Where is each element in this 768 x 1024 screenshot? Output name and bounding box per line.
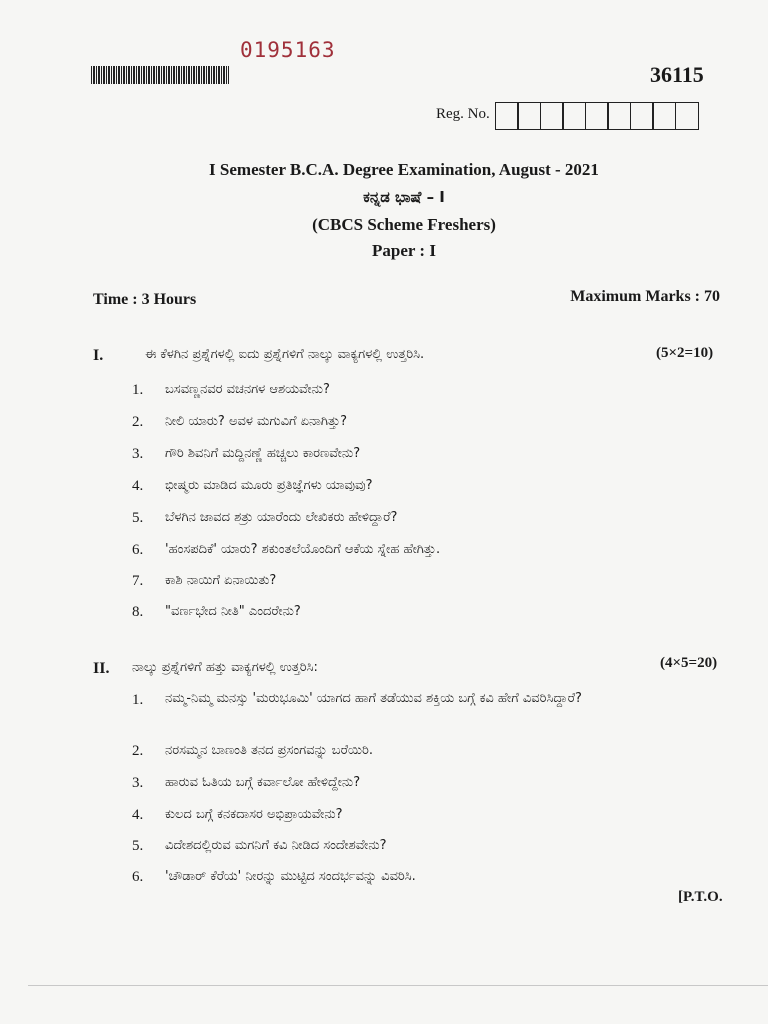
question-text: ವಿದೇಶದಲ್ಲಿರುವ ಮಗನಿಗೆ ಕವಿ ನೀಡಿದ ಸಂದೇಶವೇನು? <box>165 838 387 853</box>
question-text: ನಮ್ಮ-ನಿಮ್ಮ ಮನಸ್ಸು 'ಮರುಭೂಮಿ' ಯಾಗದ ಹಾಗೆ ತಡೆಯುವ ಶಕ್ತಿಯ ಬಗ್ಗೆ ಕವಿ ಹೇಗೆ ವಿವರಿಸಿದ್ದಾರೆ? <box>165 691 582 706</box>
question-number: 1. <box>132 692 144 708</box>
section-1-instruction: ಈ ಕೆಳಗಿನ ಪ್ರಶ್ನೆಗಳಲ್ಲಿ ಐದು ಪ್ರಶ್ನೆಗಳಿಗೆ ನಾಲ್ಕು ವಾಕ್ಯಗಳಲ್ಲಿ ಉತ್ತರಿಸಿ. <box>145 347 425 362</box>
question-number: 1. <box>132 382 144 398</box>
question-text: ನರಸಮ್ಮನ ಬಾಣಂತಿ ತನದ ಪ್ರಸಂಗವನ್ನು ಬರೆಯಿರಿ. <box>165 743 373 758</box>
question-text: ನೀಲಿ ಯಾರು? ಅವಳ ಮಗುವಿಗೆ ಏನಾಗಿತ್ತು? <box>165 414 347 429</box>
question-text: ಬಸವಣ್ಣನವರ ವಚನಗಳ ಆಶಯವೇನು? <box>165 382 330 397</box>
section-2-number: II. <box>93 660 110 677</box>
maximum-marks: Maximum Marks : 70 <box>570 288 720 305</box>
barcode <box>91 66 229 84</box>
question-number: 3. <box>132 775 144 791</box>
question-number: 7. <box>132 573 144 589</box>
section-2-marks: (4×5=20) <box>660 655 718 671</box>
section-1-number: I. <box>93 347 104 364</box>
serial-number: 0195163 <box>240 38 336 62</box>
reg-no-label: Reg. No. <box>436 106 490 122</box>
question-text: ಕಾಶಿ ನಾಯಿಗೆ ಏನಾಯಿತು? <box>165 573 277 588</box>
reg-no-box[interactable] <box>585 102 609 130</box>
section-1-marks: (5×2=10) <box>656 345 714 361</box>
question-number: 6. <box>132 542 144 558</box>
paper-code: 36115 <box>650 62 704 87</box>
reg-no-box[interactable] <box>495 102 519 130</box>
reg-no-box[interactable] <box>630 102 654 130</box>
question-number: 2. <box>132 743 144 759</box>
reg-no-box[interactable] <box>540 102 564 130</box>
paper-title: Paper : I <box>372 241 436 260</box>
question-number: 5. <box>132 838 144 854</box>
question-number: 4. <box>132 478 144 494</box>
exam-title: I Semester B.C.A. Degree Examination, August - 2021 <box>209 160 599 179</box>
please-turn-over: [P.T.O. <box>678 889 723 905</box>
reg-no-box[interactable] <box>607 102 631 130</box>
question-text: ಬೆಳಗಿನ ಜಾವದ ಶತ್ರು ಯಾರೆಂದು ಲೇಖಿಕರು ಹೇಳಿದ್ದಾರೆ? <box>165 510 398 525</box>
scheme-title: (CBCS Scheme Freshers) <box>312 215 496 234</box>
reg-no-box[interactable] <box>517 102 541 130</box>
reg-no-box[interactable] <box>562 102 586 130</box>
question-text: ಗೌರಿ ಶಿವನಿಗೆ ಮದ್ದಿನಣ್ಣೆ ಹಚ್ಚಲು ಕಾರಣವೇನು? <box>165 446 361 461</box>
question-text: ಹಾರುವ ಓತಿಯ ಬಗ್ಗೆ ಕರ್ವಾಲೋ ಹೇಳಿದ್ದೇನು? <box>165 775 361 790</box>
reg-no-boxes[interactable] <box>496 102 699 130</box>
question-text: ಭೀಷ್ಮರು ಮಾಡಿದ ಮೂರು ಪ್ರತಿಜ್ಞೆಗಳು ಯಾವುವು? <box>165 478 373 493</box>
exam-time: Time : 3 Hours <box>93 291 197 308</box>
section-2-instruction: ನಾಲ್ಕು ಪ್ರಶ್ನೆಗಳಿಗೆ ಹತ್ತು ವಾಕ್ಯಗಳಲ್ಲಿ ಉತ್ತರಿಸಿ: <box>132 660 318 675</box>
page-edge-divider <box>28 985 768 986</box>
question-number: 6. <box>132 869 144 885</box>
question-text: 'ಹಂಸಪದಿಕೆ' ಯಾರು? ಶಕುಂತಲೆಯೊಂದಿಗೆ ಆಕೆಯ ಸ್ನೇಹ ಹೇಗಿತ್ತು. <box>165 542 441 557</box>
question-text: 'ಚೌಡಾರ್ ಕೆರೆಯ' ನೀರನ್ನು ಮುಟ್ಟಿದ ಸಂದರ್ಭವನ್ನು ವಿವರಿಸಿ. <box>165 869 416 884</box>
question-text: "ವರ್ಣಭೇದ ನೀತಿ" ಎಂದರೇನು? <box>165 604 301 619</box>
question-number: 5. <box>132 510 144 526</box>
question-number: 8. <box>132 604 144 620</box>
reg-no-box[interactable] <box>675 102 699 130</box>
question-number: 4. <box>132 807 144 823</box>
reg-no-box[interactable] <box>652 102 676 130</box>
question-number: 3. <box>132 446 144 462</box>
question-number: 2. <box>132 414 144 430</box>
subject-title: ಕನ್ನಡ ಭಾಷೆ – I <box>363 188 445 206</box>
question-text: ಕುಲದ ಬಗ್ಗೆ ಕನಕದಾಸರ ಅಭಿಪ್ರಾಯವೇನು? <box>165 807 343 822</box>
